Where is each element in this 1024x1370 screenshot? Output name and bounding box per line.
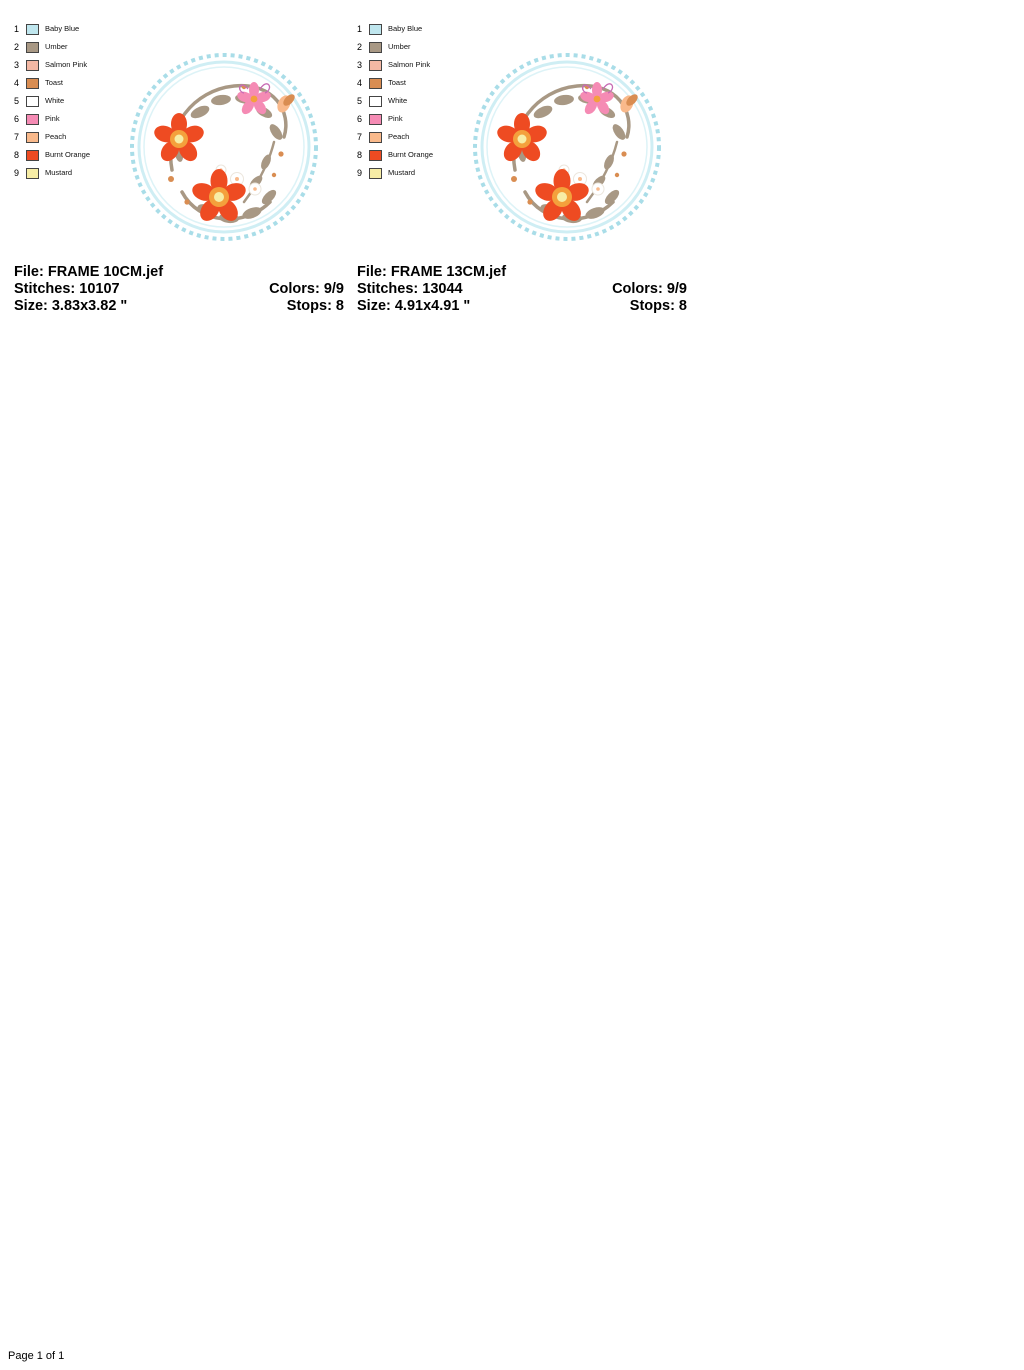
- legend-number: 8: [357, 150, 363, 160]
- legend-label: Salmon Pink: [388, 60, 431, 69]
- legend-item: [14, 74, 124, 92]
- stop-count: Stops: 8: [286, 298, 344, 314]
- legend-item: [357, 164, 467, 182]
- design-size: Size: 3.83x3.82 ": [14, 298, 128, 314]
- legend-label: Peach: [388, 132, 410, 141]
- legend-number: 3: [14, 60, 20, 70]
- legend-number: 3: [357, 60, 363, 70]
- legend-number: 5: [357, 96, 363, 106]
- legend-item: [357, 92, 467, 110]
- legend-number: 4: [14, 78, 20, 88]
- legend-item: [357, 128, 467, 146]
- legend-item: [14, 128, 124, 146]
- stitch-count: Stitches: 13044: [357, 281, 463, 297]
- design-preview: [124, 42, 324, 257]
- color-swatch-burnt-orange: [26, 150, 39, 161]
- legend-label: Burnt Orange: [388, 150, 434, 159]
- color-swatch-toast: [26, 78, 39, 89]
- legend-number: 9: [14, 168, 20, 178]
- legend-number: 5: [14, 96, 20, 106]
- stop-count: Stops: 8: [629, 298, 687, 314]
- legend-number: 7: [357, 132, 363, 142]
- legend-number: 7: [14, 132, 20, 142]
- legend-label: Pink: [388, 114, 403, 123]
- stitch-count: Stitches: 10107: [14, 281, 120, 297]
- color-count: Colors: 9/9: [269, 281, 344, 297]
- color-swatch-mustard: [26, 168, 39, 179]
- legend-item: [357, 38, 467, 56]
- color-swatch-mustard: [369, 168, 382, 179]
- legend-number: 1: [357, 24, 363, 34]
- color-swatch-salmon-pink: [26, 60, 39, 71]
- legend-item: [357, 20, 467, 38]
- legend-item: [14, 38, 124, 56]
- legend-number: 9: [357, 168, 363, 178]
- legend-label: Baby Blue: [388, 24, 423, 33]
- legend-label: Toast: [45, 78, 63, 87]
- legend-item: [14, 146, 124, 164]
- legend-item: [14, 164, 124, 182]
- color-count: Colors: 9/9: [612, 281, 687, 297]
- legend-number: 6: [14, 114, 20, 124]
- legend-label: Salmon Pink: [45, 60, 88, 69]
- legend-item: [14, 56, 124, 74]
- legend-label: Pink: [45, 114, 60, 123]
- page-footer: Page 1 of 1: [8, 1350, 65, 1362]
- embroidery-preview-svg: [467, 42, 667, 252]
- color-swatch-toast: [369, 78, 382, 89]
- legend-label: Umber: [388, 42, 411, 51]
- legend-label: Mustard: [388, 168, 416, 177]
- file-name: File: FRAME 13CM.jef: [357, 264, 507, 280]
- legend-number: 6: [357, 114, 363, 124]
- legend-label: White: [45, 96, 65, 105]
- legend-label: Umber: [45, 42, 68, 51]
- legend-item: [14, 92, 124, 110]
- embroidery-preview-svg: [124, 42, 324, 252]
- legend-label: Peach: [45, 132, 67, 141]
- color-swatch-baby-blue: [369, 24, 382, 35]
- legend-label: Toast: [388, 78, 406, 87]
- legend-item: [357, 110, 467, 128]
- color-legend: [14, 20, 124, 182]
- legend-number: 2: [14, 42, 20, 52]
- legend-label: Burnt Orange: [45, 150, 91, 159]
- color-swatch-umber: [26, 42, 39, 53]
- color-swatch-umber: [369, 42, 382, 53]
- color-legend: [357, 20, 467, 182]
- legend-number: 2: [357, 42, 363, 52]
- color-swatch-baby-blue: [26, 24, 39, 35]
- design-size: Size: 4.91x4.91 ": [357, 298, 471, 314]
- legend-number: 8: [14, 150, 20, 160]
- legend-item: [357, 56, 467, 74]
- legend-label: White: [388, 96, 408, 105]
- legend-label: Baby Blue: [45, 24, 80, 33]
- color-swatch-burnt-orange: [369, 150, 382, 161]
- color-swatch-pink: [369, 114, 382, 125]
- legend-item: [357, 146, 467, 164]
- legend-item: [14, 20, 124, 38]
- design-preview: [467, 42, 667, 257]
- legend-number: 1: [14, 24, 20, 34]
- legend-item: [14, 110, 124, 128]
- legend-label: Mustard: [45, 168, 73, 177]
- color-swatch-peach: [26, 132, 39, 143]
- color-swatch-peach: [369, 132, 382, 143]
- color-swatch-white: [369, 96, 382, 107]
- color-swatch-pink: [26, 114, 39, 125]
- color-swatch-white: [26, 96, 39, 107]
- color-swatch-salmon-pink: [369, 60, 382, 71]
- file-name: File: FRAME 10CM.jef: [14, 264, 164, 280]
- legend-item: [357, 74, 467, 92]
- legend-number: 4: [357, 78, 363, 88]
